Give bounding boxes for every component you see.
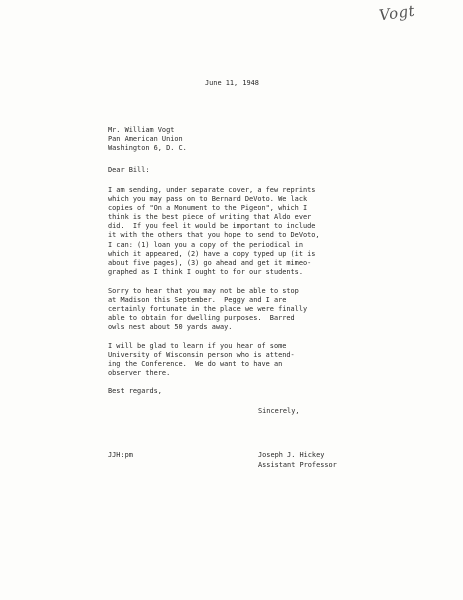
body-line: Sorry to hear that you may not be able to stop [108,287,299,295]
body-line: at Madison this September. Peggy and I are [108,296,287,305]
typist-initials: JJH:pm [108,451,133,459]
recipient-name: Mr. William Vogt [108,126,175,134]
body-line: certainly fortunate in the place we were finally [108,305,308,314]
body-line: did. If you feel it would be important to include [108,222,316,231]
recipient-city: Washington 6, D. C. [108,144,187,153]
body-line: which it appeared, (2) have a copy typed up (it is [108,249,316,258]
handwritten-note: Vogt [377,1,417,25]
letter-date: June 11, 1948 [205,79,259,87]
body-paragraph-1 [108,186,320,277]
signoff: Sincerely, [258,407,300,415]
recipient-address [108,126,187,153]
body-line: owls nest about 50 yards away. [108,323,233,332]
body-line: I will be glad to learn if you hear of some [108,342,287,350]
body-line: about five pages), (3) go ahead and get it mimeo- [108,258,312,267]
body-line: I am sending, under separate cover, a few reprints [108,186,316,194]
body-line: I can: (1) loan you a copy of the periodical in [108,240,303,249]
salutation: Dear Bill: [108,166,150,174]
body-line: copies of "On a Monument to the Pigeon", which I [108,204,308,213]
body-line: observer there. [108,369,171,378]
body-paragraph-2 [108,287,307,332]
closing: Best regards, [108,387,162,395]
body-line: think is the best piece of writing that Aldo ever [108,213,312,222]
body-paragraph-3 [108,342,295,378]
body-line: University of Wisconsin person who is attend- [108,351,295,360]
recipient-organization: Pan American Union [108,135,183,144]
signature-title: Assistant Professor [258,461,337,469]
body-line: graphed as I think I ought to for our students. [108,267,303,276]
body-line: able to obtain for dwelling purposes. Barred [108,314,295,323]
body-line: it with the others that you hope to send to DeVoto, [108,231,320,240]
body-line: ing the Conference. We do want to have an [108,360,283,369]
signature-name: Joseph J. Hickey [258,451,325,459]
body-line: which you may pass on to Bernard DeVoto. We lack [108,195,308,204]
